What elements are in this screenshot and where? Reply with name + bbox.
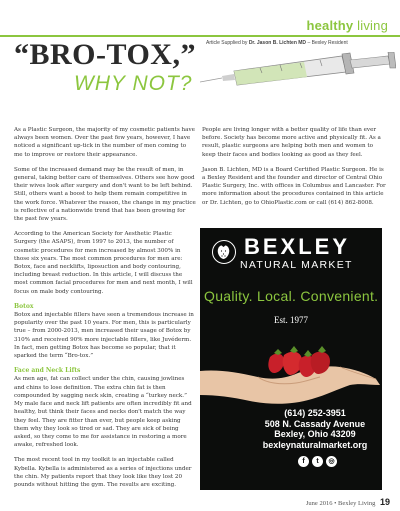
article-right-column	[202, 126, 388, 214]
byline-suffix: – Bexley Resident	[307, 40, 348, 46]
ad-brand: BEXLEY	[244, 234, 351, 259]
article-subtitle: WHY NOT?	[74, 72, 193, 95]
ad-tagline: Quality. Local. Convenient.	[204, 288, 379, 304]
paragraph: As men age, fat can collect under the chin, causing jowlines and chins to lose definition. The extra chin fat is then compounded by sagging neck skin, creating a “turkey neck.” My male face and neck lift patients are often incredibly fit and healthy, but think their faces and necks don't match the way they feel. They are fitter than ever, but people keep asking them why they look so tired or sad. They are sick of being asked, so they come to me for assistance in restoring a more awake, refreshed look.	[14, 376, 192, 449]
section-label	[306, 18, 388, 33]
footer-publication: Bexley Living	[337, 500, 376, 507]
page-number: 19	[379, 497, 390, 507]
subheading-face-neck-lifts: Face and Neck Lifts	[14, 367, 81, 375]
author-bio: Jason B. Lichten, MD is a Board Certified Plastic Surgeon. He is a Bexley Resident and the founder and director of Central Ohio Plastic Surgery, Inc. with offices in Columbus and Lancaster. For more information about the procedures contained in this article or Dr. Lichten, go to OhioPlastic.com or call (614) 862-8008.	[202, 166, 386, 206]
ad-social-icons	[298, 456, 337, 467]
paragraph: According to the American Society for Aesthetic Plastic Surgery (the ASAPS), from 1997 to 2013, the number of cosmetic procedures for men increased by almost 300% in those six years. The most common procedures for men are: Botox, face and necklifts, liposuction and body contouring, including breast reduction. In this article, I will discuss the most common facial procedures for men and next month, I will focus on male body contouring.	[14, 231, 193, 295]
section-label-bold: healthy	[306, 18, 354, 33]
ad-brand-sub: NATURAL MARKET	[240, 259, 353, 271]
instagram-icon[interactable]: ◎	[326, 456, 337, 467]
article-title: “BRO-TOX,”	[14, 38, 196, 71]
ad-website[interactable]: bexleynaturalmarket.org	[262, 439, 368, 450]
article-left-column	[14, 126, 196, 496]
page-footer: June 2016 • Bexley Living 19	[305, 497, 390, 507]
top-rule	[0, 35, 400, 37]
byline-author: Dr. Jason B. Lichten MD	[248, 40, 307, 46]
paragraph: People are living longer with a better quality of life than ever before. Society has become more active and physically fit. As a result, plastic surgeons are helping both men and women to keep their faces and bodies looking as good as they feel.	[202, 127, 381, 158]
ad-city: Bexley, Ohio 43209	[274, 429, 356, 439]
subheading-botox: Botox	[14, 302, 34, 310]
ad-contact	[250, 408, 380, 450]
byline	[206, 40, 348, 46]
syringe-illustration	[200, 52, 396, 96]
twitter-icon[interactable]: t	[312, 456, 323, 467]
byline-prefix: Article Supplied by	[206, 40, 248, 46]
hand-holding-strawberries-image	[200, 343, 382, 413]
paragraph: Botox and injectable fillers have seen a tremendous increase in popularity over the past 10 years. For men, this is particularly true – from 2000-2013, men increased their usage of Botox by 310% and received 90% more injectable fillers, like Juvéderm. In fact, men getting Botox has become so popular, that it sparked the term “Bro-tox.”	[14, 312, 194, 360]
facebook-icon[interactable]: f	[298, 456, 309, 467]
bexley-natural-market-ad[interactable]	[200, 228, 382, 490]
ad-phone: (614) 252-3951	[284, 408, 346, 418]
paragraph: As a Plastic Surgeon, the majority of my cosmetic patients have always been women. Over the past few years, however, I have noticed a significant up-tick in the number of men coming to me to improve or restore their appearance.	[14, 127, 195, 158]
footer-date: June 2016	[305, 500, 333, 507]
ad-address: 508 N. Cassady Avenue	[264, 418, 366, 429]
paragraph: Some of the increased demand may be the result of men, in general, taking better care of themselves. Others see how good their wives look after surgery and don't want to be left behind. Still, others want a boost to help them remain competitive in the work force. Whatever the reason, the change in my practice is reflective of a nationwide trend that has been growing for the past few years.	[14, 166, 196, 223]
ad-established: Est. 1977	[273, 315, 308, 325]
paragraph: The most recent tool in my toolkit is an injectable called Kybella. Kybella is administered as a series of injections under the chin. My patients report that they look like they lost 20 pounds without hitting the gym. The results are exciting.	[14, 457, 192, 488]
strawberry-logo-icon	[212, 240, 236, 264]
section-label-light: living	[357, 18, 388, 33]
